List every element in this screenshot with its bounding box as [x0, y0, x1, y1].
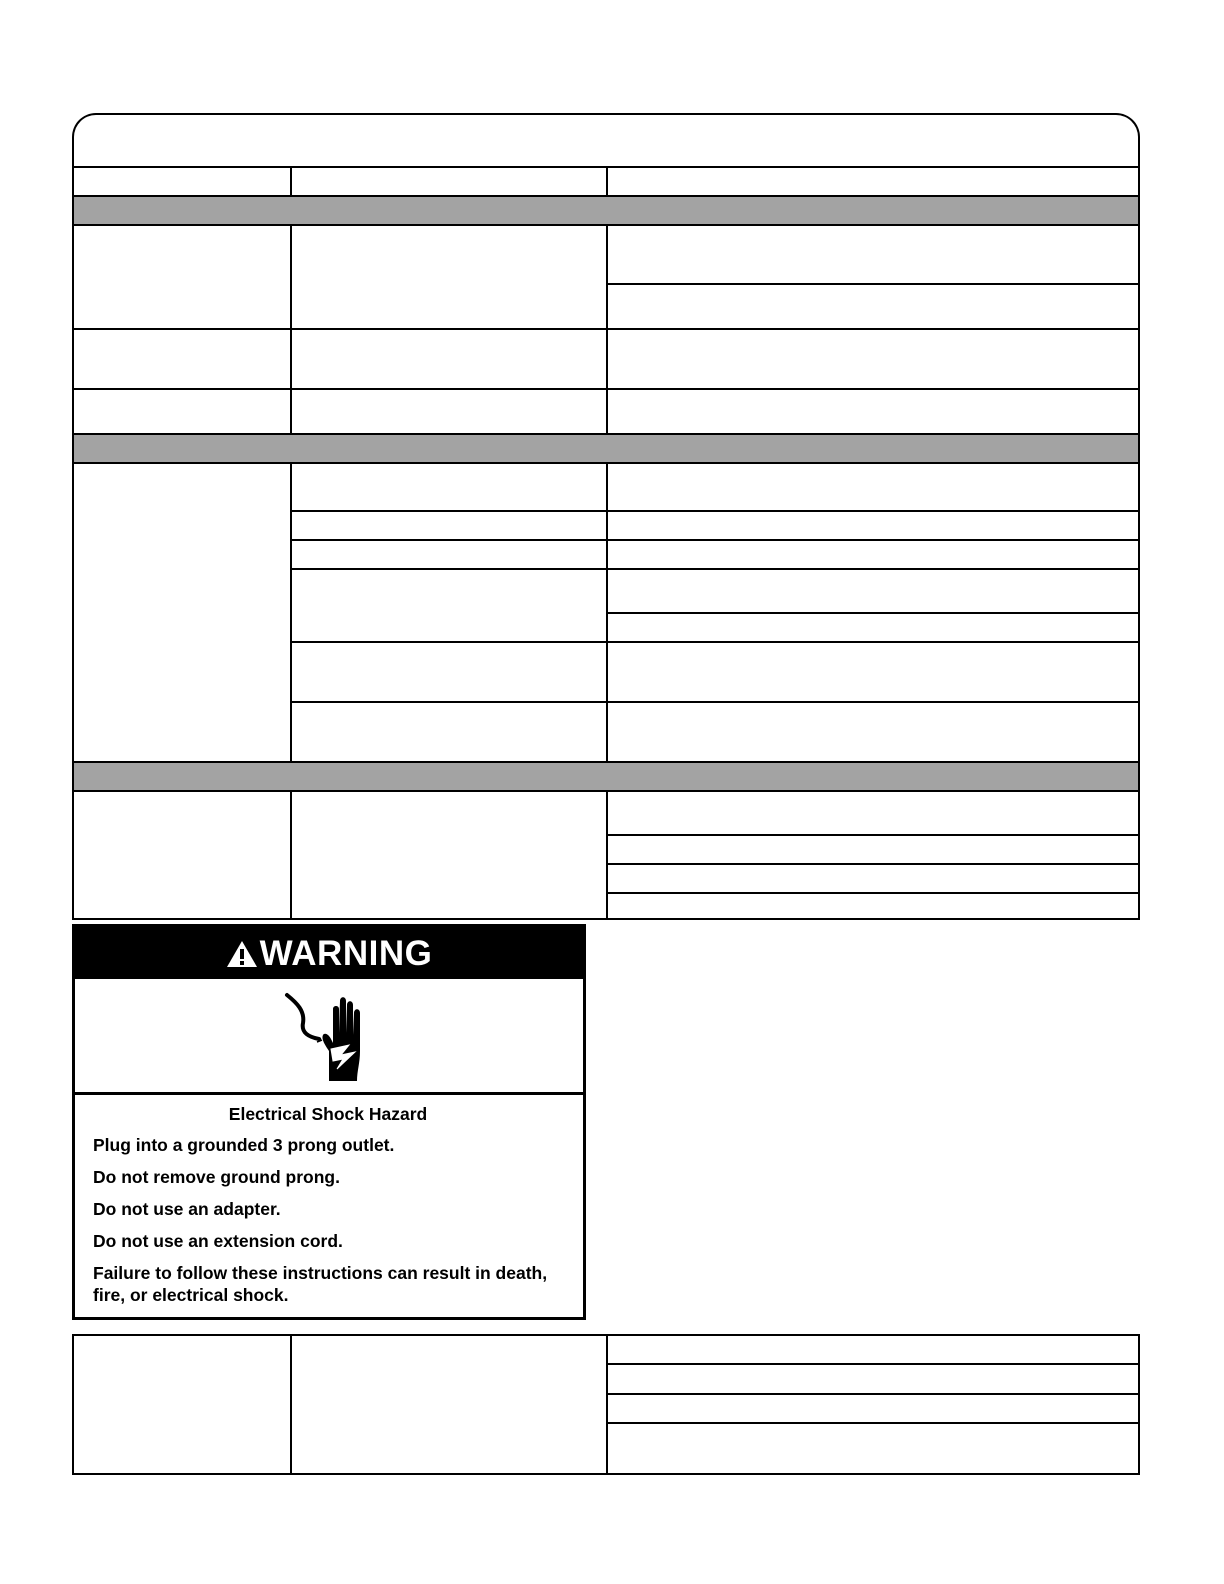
column-rule-2: [606, 462, 608, 763]
warning-box: [72, 924, 586, 1320]
warning-subtitle: Electrical Shock Hazard: [228, 1104, 428, 1124]
row-divider: [608, 1422, 1138, 1424]
column-rule-2: [606, 168, 608, 197]
column-rule-2: [606, 224, 608, 435]
warning-line: Do not use an adapter.: [93, 1199, 281, 1219]
warning-text-block: [93, 1103, 563, 1316]
warning-line: Do not remove ground prong.: [93, 1167, 340, 1187]
section-band-1: [74, 197, 1138, 224]
troubleshooting-table: [72, 166, 1140, 920]
row-divider: [608, 892, 1138, 894]
column-rule-2: [606, 790, 608, 918]
column-rule-1: [290, 1336, 292, 1473]
row-divider: [292, 641, 1138, 643]
section-band-3: [74, 763, 1138, 790]
row-divider: [608, 834, 1138, 836]
section-band-2: [74, 435, 1138, 462]
warning-pictogram-area: [75, 979, 583, 1095]
warning-line: Failure to follow these instructions can result in death, fire, or electrical shock.: [93, 1263, 548, 1305]
column-rule-1: [290, 224, 292, 435]
electric-shock-hand-icon: [279, 989, 379, 1083]
column-rule-1: [290, 790, 292, 918]
warning-title: WARNING: [259, 933, 433, 973]
row-divider: [608, 863, 1138, 865]
row-divider: [608, 612, 1138, 614]
warning-header: [75, 927, 583, 979]
troubleshooting-table-continued: [72, 1334, 1140, 1475]
warning-line: Plug into a grounded 3 prong outlet.: [93, 1135, 395, 1155]
warning-line: Do not use an extension cord.: [93, 1231, 343, 1251]
row-divider: [608, 1393, 1138, 1395]
row-divider: [292, 510, 1138, 512]
row-divider: [608, 283, 1138, 285]
troubleshooting-table-header: [72, 113, 1140, 167]
row-divider: [608, 1363, 1138, 1365]
warning-triangle-icon: [226, 940, 258, 968]
column-rule-1: [290, 462, 292, 763]
column-rule-1: [290, 168, 292, 197]
row-divider: [292, 539, 1138, 541]
row-divider: [292, 568, 1138, 570]
column-rule-2: [606, 1336, 608, 1473]
row-divider: [292, 701, 1138, 703]
